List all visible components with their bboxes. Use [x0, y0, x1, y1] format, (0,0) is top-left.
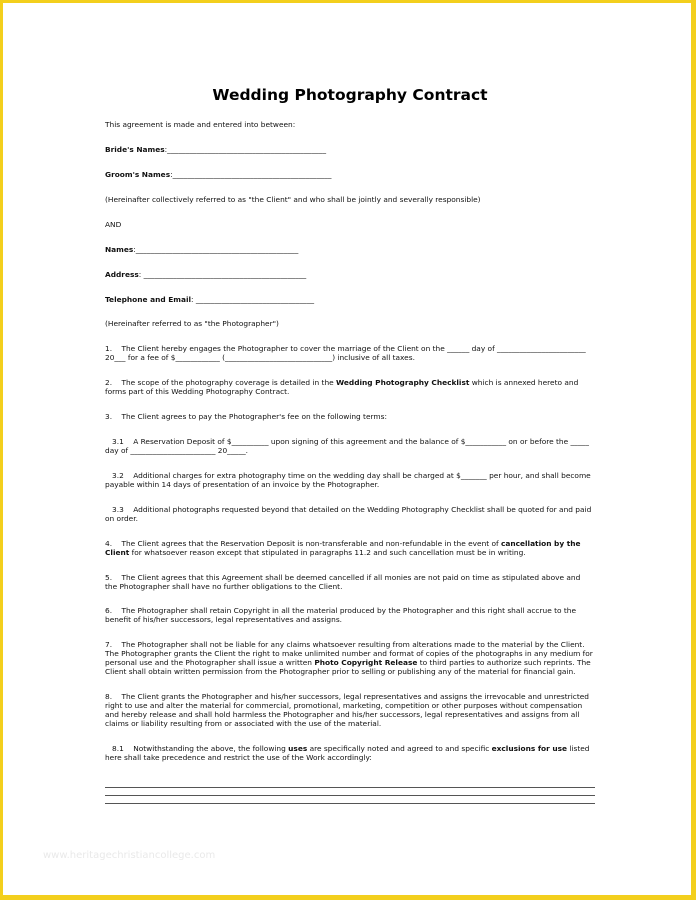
brides-names-field: [105, 145, 593, 154]
blank-writing-line: [105, 803, 595, 804]
clause-3: 3. The Client agrees to pay the Photographer's fee on the following terms:: [105, 412, 387, 421]
photographer-definition: (Hereinafter referred to as "the Photographer"): [105, 319, 279, 328]
client-definition: (Hereinafter collectively referred to as "the Client" and who shall be jointly and severally responsible): [105, 195, 481, 204]
clause-7: 7. The Photographer shall not be liable for any claims whatsoever resulting from alterations made to the material by the Client. The Photographer grants the Client the right to make unlimited number and format of copies of the photographs in any medium for personal use and the Photographer shall issue a written Photo Copyright Release to third parties to authorize such reprints. The Client shall obtain written permission from the Photographer prior to selling or publishing any of the material for financial gain.: [105, 640, 593, 676]
clause-1: 1. The Client hereby engages the Photographer to cover the marriage of the Client on the ______ day of ________________________ 20___ for a fee of $____________ (_____________________________) inclusive of all taxes.: [105, 344, 586, 362]
address-label: Address: [105, 270, 139, 279]
clause-8-1: 8.1 Notwithstanding the above, the following uses are specifically noted and agreed to and specific exclusions for use listed here shall take precedence and restrict the use of the Work accordingly:: [105, 744, 590, 762]
clause-8: 8. The Client grants the Photographer and his/her successors, legal representatives and assigns the irrevocable and unrestricted right to use and alter the material for commercial, promotional, marketing, competition or other purposes without compensation and hereby release and shall hold harmless the Photographer and his/her successors, legal representatives and assigns from all claims or liability resulting from or associated with the use of the material.: [105, 692, 589, 728]
contract-page: [3, 3, 691, 895]
telephone-email-field: [105, 295, 593, 304]
blank-writing-line: [105, 795, 595, 796]
clause-5: 5. The Client agrees that this Agreement shall be deemed cancelled if all monies are not paid on time as stipulated above and the Photographer shall have no further obligations to the Client.: [105, 573, 581, 591]
clause-3-3: 3.3 Additional photographs requested beyond that detailed on the Wedding Photography Checklist shall be quoted for and paid on order.: [105, 505, 592, 523]
watermark-text: www.heritagechristiancollege.com: [43, 850, 216, 861]
intro-text: This agreement is made and entered into between:: [105, 120, 296, 129]
telephone-email-blank: : ________________________________: [191, 295, 315, 304]
address-field: [105, 270, 593, 279]
brides-names-label: Bride's Names: [105, 145, 165, 154]
address-blank: : ____________________________________________: [138, 270, 307, 279]
clause-3-2: 3.2 Additional charges for extra photography time on the wedding day shall be charged at $_______ per hour, and shall become payable within 14 days of presentation of an invoice by the Photographer.: [105, 471, 591, 489]
clause-6: 6. The Photographer shall retain Copyright in all the material produced by the Photographer and this right shall accrue to the benefit of his/her successors, legal representatives and assigns.: [105, 606, 577, 624]
names-blank: :____________________________________________: [133, 245, 299, 254]
telephone-email-label: Telephone and Email: [105, 295, 192, 304]
grooms-names-label: Groom's Names: [105, 170, 171, 179]
names-label: Names: [105, 245, 134, 254]
clause-3-1: 3.1 A Reservation Deposit of $__________ upon signing of this agreement and the balance of $___________ on or before the _____ day of _______________________ 20_____.: [105, 437, 589, 455]
grooms-names-field: [105, 170, 593, 179]
grooms-names-blank: :___________________________________________: [170, 170, 332, 179]
names-field: [105, 245, 593, 254]
and-text: AND: [105, 220, 122, 229]
clause-4: 4. The Client agrees that the Reservation Deposit is non-transferable and non-refundable in the event of cancellation by the Client for whatsoever reason except that stipulated in paragraphs 11.2 and such cancellation must be in writing.: [105, 539, 581, 557]
page-title: Wedding Photography Contract: [212, 86, 488, 104]
brides-names-blank: :___________________________________________: [164, 145, 327, 154]
clause-2: 2. The scope of the photography coverage is detailed in the Wedding Photography Checklist which is annexed hereto and forms part of this Wedding Photography Contract.: [105, 378, 579, 396]
blank-writing-line: [105, 787, 595, 788]
